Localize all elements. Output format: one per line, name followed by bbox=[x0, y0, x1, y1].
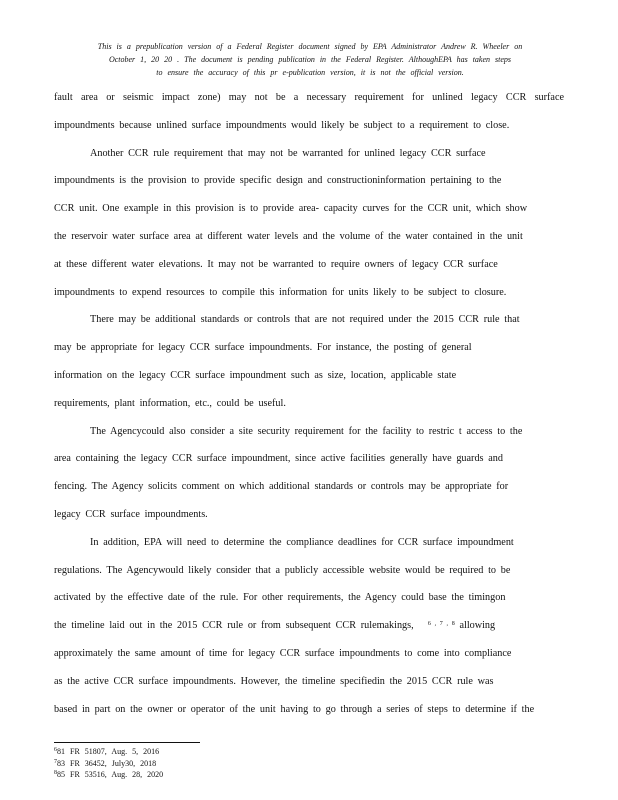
body-line-text: the timeline laid out in the 2015 CCR rule or from subsequent CCR rulemakings, bbox=[54, 620, 414, 632]
body-line: fault area or seismic impact zone) may not be a necessary requirement for unlined legacy CCR surface bbox=[54, 92, 564, 103]
footnote bbox=[54, 758, 163, 770]
body-line: at these different water elevations. It may not be warranted to require owners of legacy CCR surface bbox=[54, 258, 498, 270]
body-line: activated by the effective date of the rule. For other requirements, the Agency could base the timingon bbox=[54, 592, 506, 604]
body-line: CCR unit. One example in this provision is to provide area- capacity curves for the CCR unit, which show bbox=[54, 203, 528, 215]
footnote-number: 7 bbox=[54, 758, 57, 765]
footnote-references: 6 , 7 , 8 bbox=[427, 621, 455, 628]
body-line: fencing. The Agency solicits comment on which additional standards or controls may be appropriate for bbox=[54, 481, 509, 493]
body-line: impoundments because unlined surface impoundments would likely be subject to a requirement to close. bbox=[54, 119, 510, 131]
body-text bbox=[54, 84, 564, 723]
body-line: approximately the same amount of time for legacy CCR surface impoundments to come into compliance bbox=[54, 647, 512, 659]
notice-line: This is a prepublication version of a Federal Register document signed by EPA Administrator Andrew R. Wheeler on bbox=[97, 42, 523, 51]
prepublication-notice bbox=[40, 40, 580, 79]
footnote-number: 6 bbox=[54, 747, 57, 753]
body-line: based in part on the owner or operator of the unit having to go through a series of steps to determine if the bbox=[54, 703, 535, 715]
body-line: area containing the legacy CCR surface impoundment, since active facilities generally have guards and bbox=[54, 453, 503, 465]
body-line: legacy CCR surface impoundments. bbox=[54, 508, 208, 520]
notice-line: October 1, 20 20 . The document is pending publication in the Federal Register. AlthoughEPA has taken steps bbox=[108, 55, 512, 64]
body-line: regulations. The Agencywould likely consider that a publicly accessible website would be required to be bbox=[54, 564, 511, 576]
footnote-divider bbox=[54, 742, 200, 743]
footnote-text: 83 FR 36452, July30, 2018 bbox=[57, 758, 157, 768]
body-line-tail: allowing bbox=[459, 620, 496, 632]
footnote-number: 8 bbox=[54, 770, 57, 776]
body-line: as the active CCR surface impoundments. However, the timeline specifiedin the 2015 CCR rule was bbox=[54, 675, 494, 687]
body-line: impoundments to expend resources to compile this information for units likely to be subject to closure. bbox=[54, 286, 507, 298]
paragraph-first-line: There may be additional standards or controls that are not required under the 2015 CCR rule that bbox=[90, 314, 520, 326]
paragraph-first-line: The Agencycould also consider a site security requirement for the facility to restric t access to the bbox=[90, 425, 523, 437]
body-line bbox=[54, 612, 564, 640]
body-line: requirements, plant information, etc., could be useful. bbox=[54, 397, 286, 409]
notice-line: to ensure the accuracy of this pr e-publication version, it is not the official version. bbox=[156, 68, 464, 77]
footnotes bbox=[54, 746, 163, 781]
paragraph-first-line: In addition, EPA will need to determine the compliance deadlines for CCR surface impoundment bbox=[90, 536, 514, 548]
body-line: information on the legacy CCR surface impoundment such as size, location, applicable state bbox=[54, 369, 457, 381]
body-line: impoundments is the provision to provide specific design and constructioninformation pertaining to the bbox=[54, 175, 502, 187]
body-line: may be appropriate for legacy CCR surface impoundments. For instance, the posting of general bbox=[54, 342, 472, 354]
body-line: the reservoir water surface area at different water levels and the volume of the water contained in the unit bbox=[54, 230, 523, 242]
paragraph-first-line: Another CCR rule requirement that may not be warranted for unlined legacy CCR surface bbox=[90, 147, 486, 159]
footnote-text: 81 FR 51807, Aug. 5, 2016 bbox=[57, 747, 160, 756]
footnote-text: 85 FR 53516, Aug. 28, 2020 bbox=[57, 770, 164, 779]
footnote bbox=[54, 746, 163, 758]
footnote bbox=[54, 769, 163, 781]
